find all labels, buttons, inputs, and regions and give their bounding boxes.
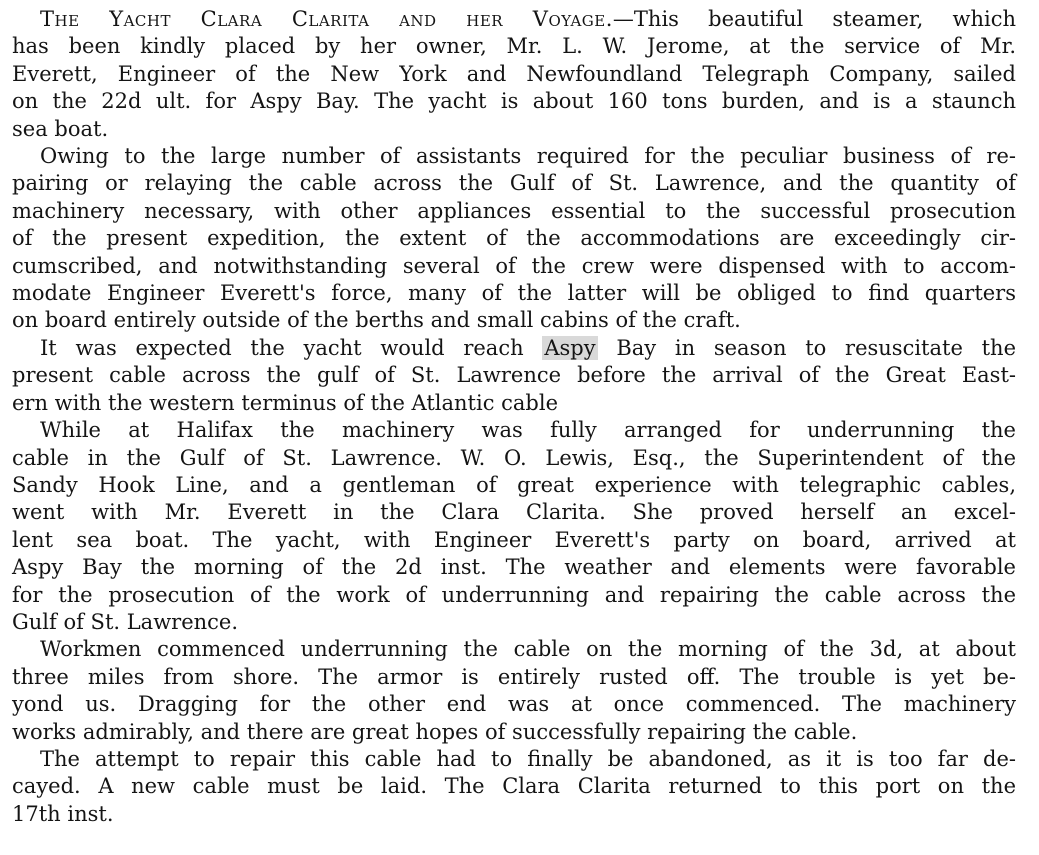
article	[12, 6, 1016, 828]
paragraph-1-line-1	[12, 6, 1016, 33]
paragraph-1	[12, 6, 1016, 143]
paragraph-2-line-4: of the present expedition, the extent of the accommodations are exceedingly cir-	[12, 226, 1016, 251]
article-title: The Yacht Clara Clarita and her Voyage.	[40, 7, 613, 31]
paragraph-4-line-5: lent sea boat. The yacht, with Engineer Everett's party on board, arrived at	[12, 527, 1016, 552]
paragraph-4	[12, 417, 1016, 636]
paragraph-4-line-6: Aspy Bay the morning of the 2d inst. The weather and elements were favorable	[12, 555, 1016, 580]
paragraph-1-line-3: Everett, Engineer of the New York and Newfoundland Telegraph Company, sailed	[12, 61, 1016, 86]
paragraph-3-line-3: ern with the western terminus of the Atlantic cable	[12, 390, 558, 415]
paragraph-5-line-4: works admirably, and there are great hopes of successfully repairing the cable.	[12, 719, 858, 744]
title-dash: —	[612, 7, 634, 31]
paragraph-3-line-2: present cable across the gulf of St. Lawrence before the arrival of the Great East-	[12, 363, 1016, 388]
paragraph-4-line-1: While at Halifax the machinery was fully arranged for underrunning the	[40, 418, 1016, 443]
paragraph-6	[12, 746, 1016, 828]
paragraph-6-line-1: The attempt to repair this cable had to finally be abandoned, as it is too far de-	[40, 746, 1016, 771]
paragraph-5-line-2: three miles from shore. The armor is entirely rusted off. The trouble is yet be-	[12, 664, 1016, 689]
paragraph-3-line-1-start: It was expected the yacht would reach	[40, 335, 524, 360]
paragraph-3-line-1	[12, 335, 1016, 362]
paragraph-2-line-1: Owing to the large number of assistants required for the peculiar business of re-	[40, 144, 1016, 169]
paragraph-5-line-1: Workmen commenced underrunning the cable on the morning of the 3d, at about	[40, 637, 1016, 662]
paragraph-1-line-2: has been kindly placed by her owner, Mr. L. W. Jerome, at the service of Mr.	[12, 34, 1016, 59]
paragraph-4-line-7: for the prosecution of the work of underrunning and repairing the cable across the	[12, 582, 1016, 607]
paragraph-2-line-3: machinery necessary, with other appliances essential to the successful prosecution	[12, 198, 1016, 223]
paragraph-6-line-3: 17th inst.	[12, 801, 114, 826]
paragraph-2-line-2: pairing or relaying the cable across the Gulf of St. Lawrence, and the quantity of	[12, 171, 1016, 196]
paragraph-2	[12, 143, 1016, 335]
paragraph-1-line-5: sea boat.	[12, 116, 109, 141]
paragraph-4-line-4: went with Mr. Everett in the Clara Clarita. She proved herself an excel-	[12, 500, 1016, 525]
paragraph-1-line-4: on the 22d ult. for Aspy Bay. The yacht is about 160 tons burden, and is a staunch	[12, 89, 1016, 114]
paragraph-1-line-1-text: This beautiful steamer, which	[633, 7, 1016, 31]
paragraph-5-line-3: yond us. Dragging for the other end was at once commenced. The machinery	[12, 692, 1016, 717]
paragraph-2-line-7: on board entirely outside of the berths and small cabins of the craft.	[12, 308, 741, 333]
paragraph-5	[12, 636, 1016, 746]
paragraph-4-line-8: Gulf of St. Lawrence.	[12, 609, 239, 634]
highlighted-word: Aspy	[544, 335, 596, 360]
paragraph-4-line-2: cable in the Gulf of St. Lawrence. W. O. Lewis, Esq., the Superintendent of the	[12, 445, 1016, 470]
paragraph-4-line-3: Sandy Hook Line, and a gentleman of great experience with telegraphic cables,	[12, 472, 1016, 497]
paragraph-2-line-6: modate Engineer Everett's force, many of the latter will be obliged to find quarters	[12, 281, 1016, 306]
paragraph-2-line-5: cumscribed, and notwithstanding several of the crew were dispensed with to accom-	[12, 253, 1016, 278]
paragraph-3	[12, 335, 1016, 417]
paragraph-3-line-1-end: Bay in season to resuscitate the	[616, 335, 1016, 360]
paragraph-6-line-2: cayed. A new cable must be laid. The Clara Clarita returned to this port on the	[12, 774, 1016, 799]
